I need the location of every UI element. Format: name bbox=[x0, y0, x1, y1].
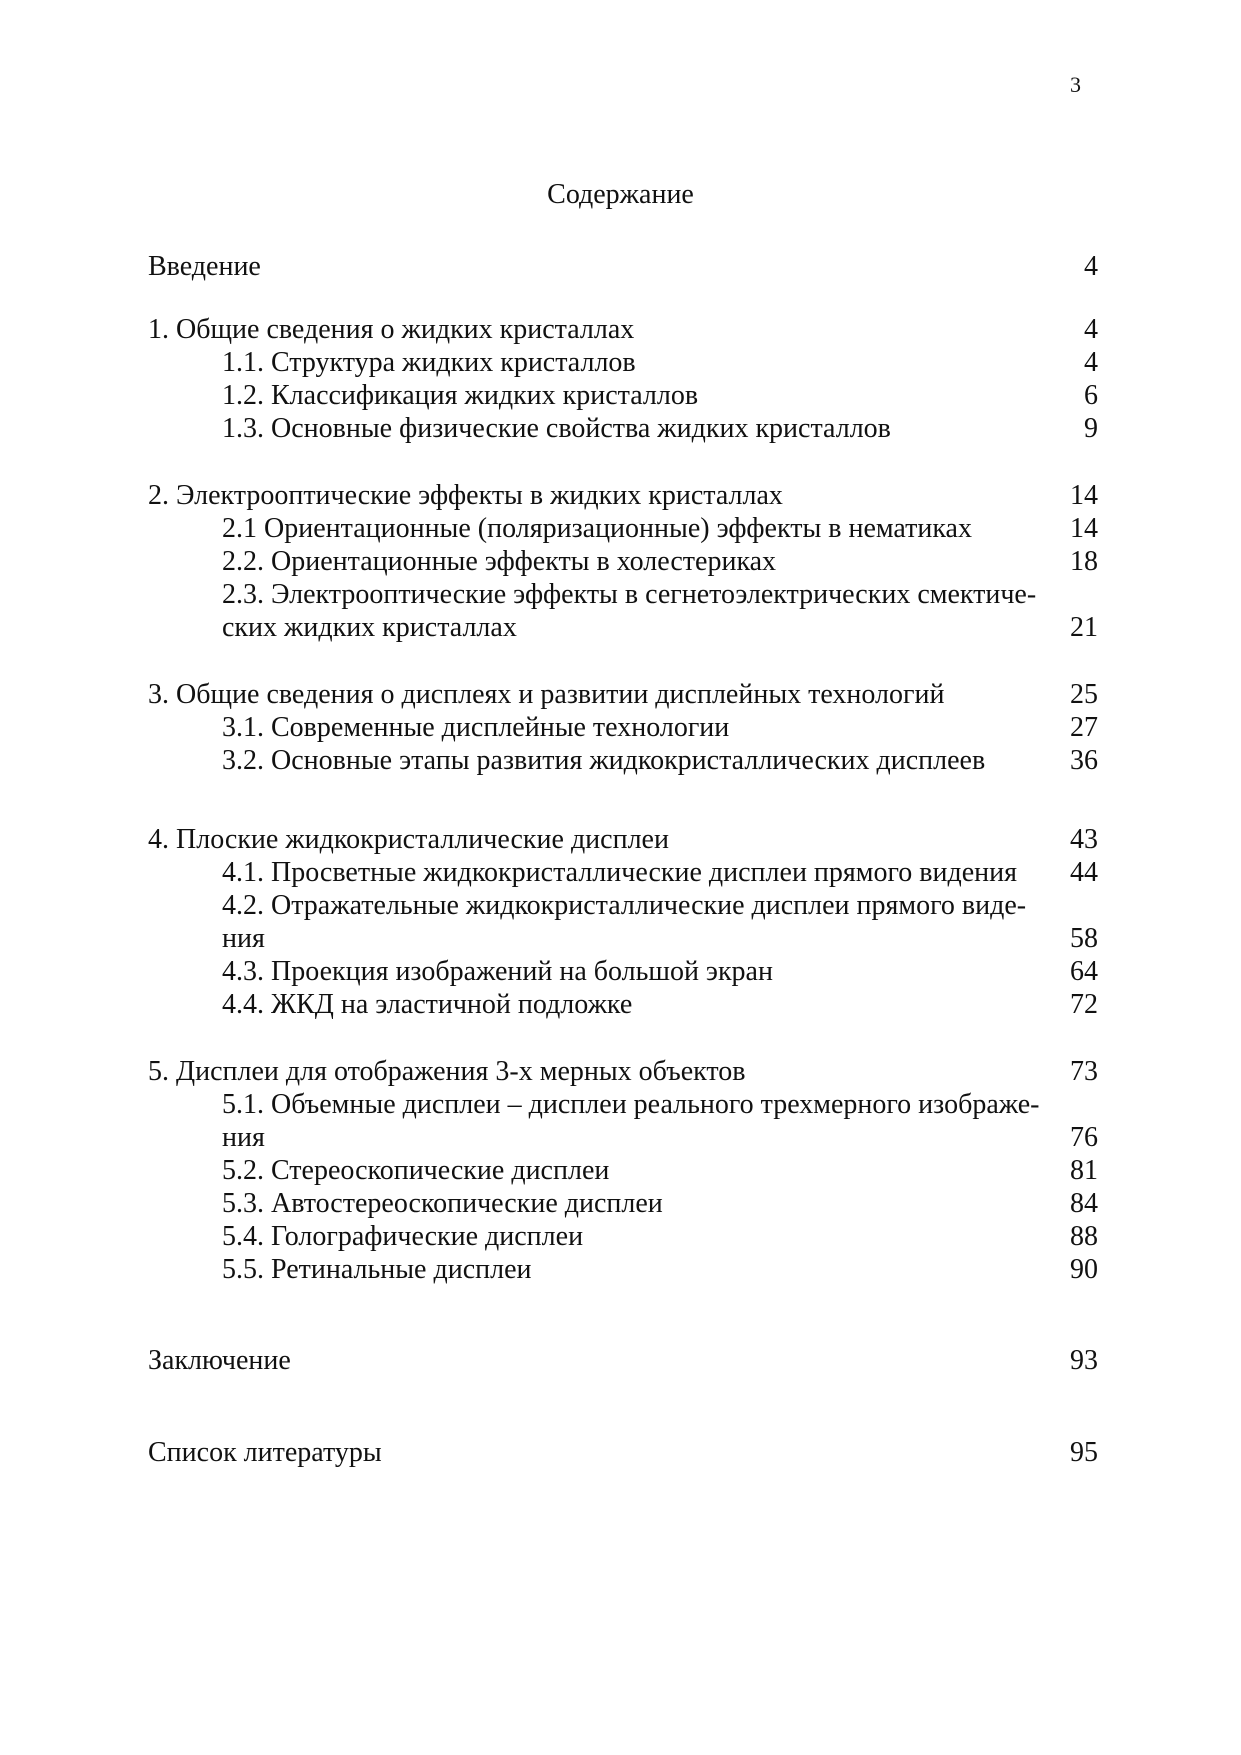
toc-entry-section-1-2[interactable] bbox=[222, 379, 1098, 413]
toc-entry-section-1[interactable] bbox=[148, 313, 1098, 347]
toc-label: 2.2. Ориентационные эффекты в холестериках bbox=[222, 546, 777, 577]
toc-entry-section-4-2-line-1[interactable] bbox=[222, 889, 1098, 923]
toc-entry-section-4-2-line-2[interactable] bbox=[222, 922, 1098, 956]
toc-page: 4 bbox=[1084, 314, 1098, 345]
toc-page: 4 bbox=[1084, 251, 1098, 282]
toc-entry-section-5-1-line-2[interactable] bbox=[222, 1121, 1098, 1155]
toc-page: 14 bbox=[1070, 480, 1098, 511]
toc-label: 1.1. Структура жидких кристаллов bbox=[222, 347, 636, 378]
toc-label: Список литературы bbox=[148, 1437, 382, 1468]
toc-page: 44 bbox=[1070, 857, 1098, 888]
toc-label: 3. Общие сведения о дисплеях и развитии дисплейных технологий bbox=[148, 679, 945, 710]
toc-entry-section-2[interactable] bbox=[148, 479, 1098, 513]
toc-label: 5.3. Автостереоскопические дисплеи bbox=[222, 1188, 663, 1219]
toc-entry-section-5[interactable] bbox=[148, 1055, 1098, 1089]
toc-label: 5. Дисплеи для отображения 3-х мерных объектов bbox=[148, 1056, 746, 1087]
toc-label: 3.2. Основные этапы развития жидкокристаллических дисплеев bbox=[222, 745, 986, 776]
toc-label: 5.2. Стереоскопические дисплеи bbox=[222, 1155, 610, 1186]
toc-entry-section-2-1[interactable] bbox=[222, 512, 1098, 546]
toc-label: 5.5. Ретинальные дисплеи bbox=[222, 1254, 532, 1285]
toc-page: 14 bbox=[1070, 513, 1098, 544]
toc-entry-section-4[interactable] bbox=[148, 823, 1098, 857]
toc-label: 2.1 Ориентационные (поляризационные) эффекты в нематиках bbox=[222, 513, 972, 544]
toc-label: ния bbox=[222, 1122, 265, 1153]
toc-entry-intro[interactable] bbox=[148, 250, 1098, 284]
toc-page: 81 bbox=[1070, 1155, 1098, 1186]
toc-label: 4.4. ЖКД на эластичной подложке bbox=[222, 989, 633, 1020]
toc-page: 90 bbox=[1070, 1254, 1098, 1285]
toc-label: 5.4. Голографические дисплеи bbox=[222, 1221, 584, 1252]
toc-label: 1.2. Классификация жидких кристаллов bbox=[222, 380, 699, 411]
toc-entry-section-4-4[interactable] bbox=[222, 988, 1098, 1022]
toc-page: 4 bbox=[1084, 347, 1098, 378]
toc-entry-section-5-5[interactable] bbox=[222, 1253, 1098, 1287]
toc-page: 73 bbox=[1070, 1056, 1098, 1087]
toc-label: 2.3. Электрооптические эффекты в сегнетоэлектрических смектиче- bbox=[222, 579, 1037, 610]
toc-label: 1.3. Основные физические свойства жидких кристаллов bbox=[222, 413, 891, 444]
toc-page: 64 bbox=[1070, 956, 1098, 987]
toc-entry-section-2-3-line-1[interactable] bbox=[222, 578, 1098, 612]
toc-page: 6 bbox=[1084, 380, 1098, 411]
toc-label: Заключение bbox=[148, 1345, 291, 1376]
toc-entry-section-4-3[interactable] bbox=[222, 955, 1098, 989]
toc-page: 27 bbox=[1070, 712, 1098, 743]
toc-entry-section-5-3[interactable] bbox=[222, 1187, 1098, 1221]
toc-page: 93 bbox=[1070, 1345, 1098, 1376]
toc-label: 4.2. Отражательные жидкокристаллические дисплеи прямого виде- bbox=[222, 890, 1027, 921]
toc-entry-section-1-1[interactable] bbox=[222, 346, 1098, 380]
toc-entry-section-2-2[interactable] bbox=[222, 545, 1098, 579]
toc-entry-section-5-4[interactable] bbox=[222, 1220, 1098, 1254]
toc-label: 1. Общие сведения о жидких кристаллах bbox=[148, 314, 635, 345]
toc-label: 2. Электрооптические эффекты в жидких кристаллах bbox=[148, 480, 783, 511]
toc-entry-section-4-1[interactable] bbox=[222, 856, 1098, 890]
toc-label: 4.3. Проекция изображений на большой экран bbox=[222, 956, 773, 987]
toc-entry-section-3-2[interactable] bbox=[222, 744, 1098, 778]
page-number: 3 bbox=[1070, 72, 1081, 97]
toc-entry-section-3[interactable] bbox=[148, 678, 1098, 712]
toc-page: 21 bbox=[1070, 612, 1098, 643]
toc-entry-section-2-3-line-2[interactable] bbox=[222, 611, 1098, 645]
toc-label: ских жидких кристаллах bbox=[222, 612, 517, 643]
toc-page: 36 bbox=[1070, 745, 1098, 776]
toc-page: 25 bbox=[1070, 679, 1098, 710]
toc-page: 95 bbox=[1070, 1437, 1098, 1468]
toc-label: Введение bbox=[148, 251, 261, 282]
toc-page: 9 bbox=[1084, 413, 1098, 444]
toc-page: 88 bbox=[1070, 1221, 1098, 1252]
toc-entry-section-1-3[interactable] bbox=[222, 412, 1098, 446]
toc-page: 72 bbox=[1070, 989, 1098, 1020]
toc-label: 3.1. Современные дисплейные технологии bbox=[222, 712, 730, 743]
toc-entry-section-3-1[interactable] bbox=[222, 711, 1098, 745]
toc-label: 5.1. Объемные дисплеи – дисплеи реального трехмерного изображе- bbox=[222, 1089, 1040, 1120]
toc-entry-references[interactable] bbox=[148, 1436, 1098, 1470]
toc-page: 84 bbox=[1070, 1188, 1098, 1219]
toc-page: 76 bbox=[1070, 1122, 1098, 1153]
toc-label: 4.1. Просветные жидкокристаллические дисплеи прямого видения bbox=[222, 857, 1018, 888]
toc-page: 43 bbox=[1070, 824, 1098, 855]
toc-label: ния bbox=[222, 923, 265, 954]
toc-entry-section-5-2[interactable] bbox=[222, 1154, 1098, 1188]
toc-page: 58 bbox=[1070, 923, 1098, 954]
toc-page: 18 bbox=[1070, 546, 1098, 577]
toc-entry-section-5-1-line-1[interactable] bbox=[222, 1088, 1098, 1122]
toc-label: 4. Плоские жидкокристаллические дисплеи bbox=[148, 824, 669, 855]
toc-entry-conclusion[interactable] bbox=[148, 1344, 1098, 1378]
page-title: Содержание bbox=[547, 179, 694, 210]
